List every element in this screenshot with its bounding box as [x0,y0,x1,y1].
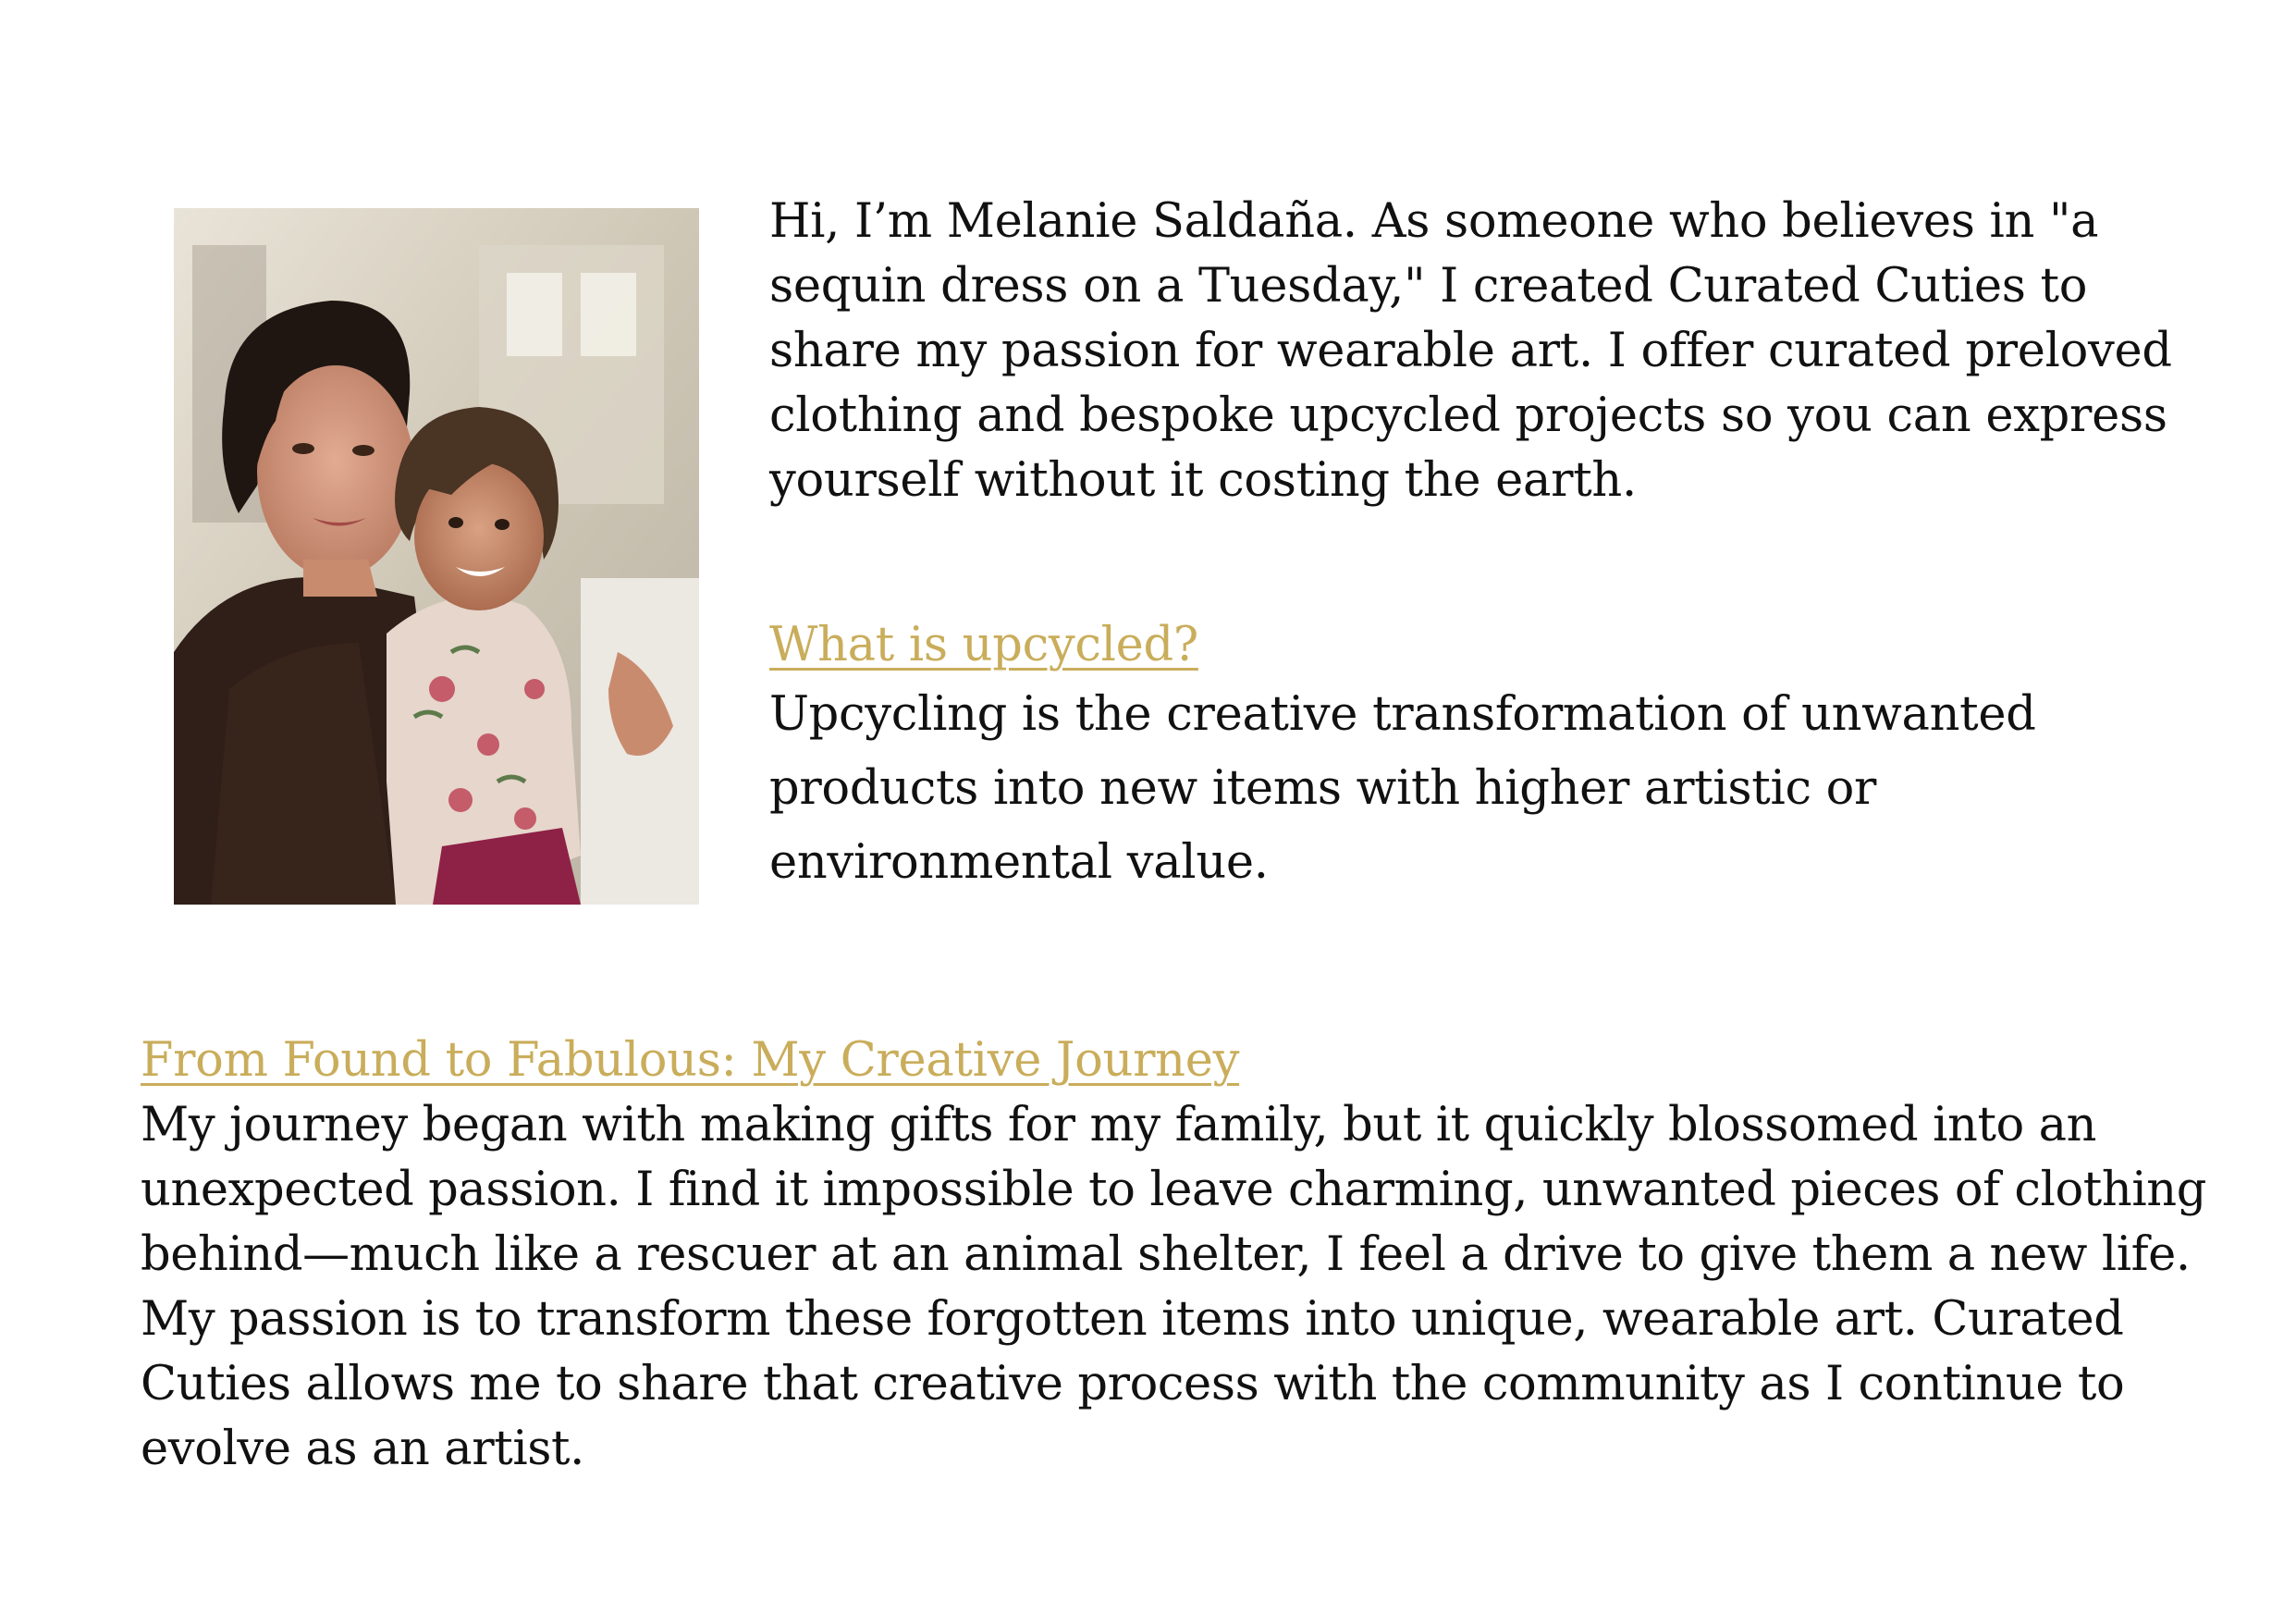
intro-section [769,190,2193,513]
journey-section [141,1029,2212,1482]
upcycled-heading-link[interactable]: What is upcycled? [769,618,1198,672]
intro-text: Hi, I’m Melanie Saldaña. As someone who believes in "a sequin dress on a Tuesday," I created Curated Cuties to share my passion for wearable art. I offer curated preloved clothing and bespoke upcycled projects so you can express yourself without it costing the earth. [769,194,2172,508]
upcycled-section [769,613,2193,900]
portrait-photo [174,208,699,905]
upcycled-text: Upcycling is the creative transformation of unwanted products into new items with higher artistic or environmental value. [769,687,2036,890]
journey-text: My journey began with making gifts for my family, but it quickly blossomed into an unexpected passion. I find it impossible to leave charming, unwanted pieces of clothing behind—much like a rescuer at an animal shelter, I feel a drive to give them a new life. My passion is to transform these forgotten items into unique, wearable art. Curated Cuties allows me to share that creative process with the community as I continue to evolve as an artist. [141,1098,2206,1476]
portrait-photo-icon [174,208,699,905]
journey-heading-link[interactable]: From Found to Fabulous: My Creative Journey [141,1033,1240,1088]
